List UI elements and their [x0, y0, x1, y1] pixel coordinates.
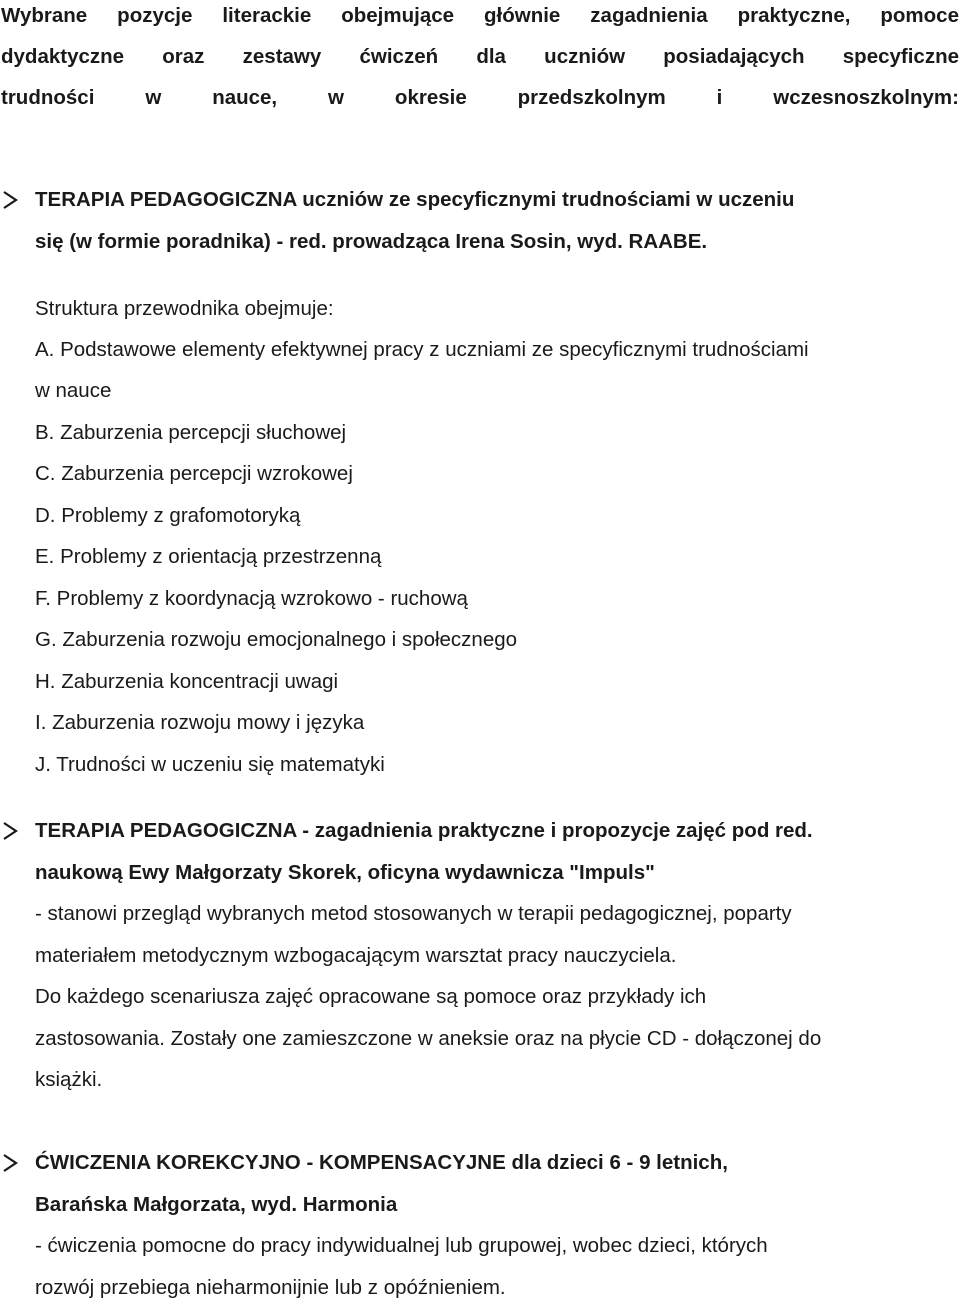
list-item: D. Problemy z grafomotoryką: [35, 504, 301, 527]
section-body-line: książki.: [35, 1068, 103, 1091]
intro-line: trudności w nauce, w okresie przedszkolnym i wczesnoszkolnym:: [1, 86, 959, 109]
section-body-line: Do każdego scenariusza zajęć opracowane są pomoce oraz przykłady ich: [35, 985, 707, 1008]
section-body-line: - ćwiczenia pomocne do pracy indywidualnej lub grupowej, wobec dzieci, których: [35, 1234, 768, 1257]
intro-paragraph: [1, 0, 959, 118]
list-item: G. Zaburzenia rozwoju emocjonalnego i społecznego: [35, 628, 518, 651]
section-body-line: materiałem metodycznym wzbogacającym warsztat pracy nauczyciela.: [35, 944, 677, 967]
list-item: A. Podstawowe elementy efektywnej pracy z uczniami ze specyficznymi trudnościami: [35, 338, 809, 361]
section-body-line: zastosowania. Zostały one zamieszczone w aneksie oraz na płycie CD - dołączonej do: [35, 1027, 822, 1050]
section-title-line: TERAPIA PEDAGOGICZNA - zagadnienia praktyczne i propozycje zajęć pod red.: [35, 819, 813, 842]
section-title-line: TERAPIA PEDAGOGICZNA uczniów ze specyficznymi trudnościami w uczeniu: [35, 188, 795, 211]
list-item: H. Zaburzenia koncentracji uwagi: [35, 670, 339, 693]
section-title-line: się (w formie poradnika) - red. prowadząca Irena Sosin, wyd. RAABE.: [35, 230, 708, 253]
arrow-bullet-icon: [0, 1152, 22, 1174]
section-title-line: naukową Ewy Małgorzaty Skorek, oficyna wydawnicza "Impuls": [35, 861, 655, 884]
section-body-line: rozwój przebiega nieharmonijnie lub z opóźnieniem.: [35, 1276, 506, 1299]
list-item: J. Trudności w uczeniu się matematyki: [35, 753, 385, 776]
section-title-line: Barańska Małgorzata, wyd. Harmonia: [35, 1193, 398, 1216]
intro-line: dydaktyczne oraz zestawy ćwiczeń dla uczniów posiadających specyficzne: [1, 45, 959, 68]
list-item: w nauce: [35, 379, 112, 402]
list-item: C. Zaburzenia percepcji wzrokowej: [35, 462, 353, 485]
arrow-bullet-icon: [0, 189, 22, 211]
list-item: I. Zaburzenia rozwoju mowy i języka: [35, 711, 365, 734]
list-item: B. Zaburzenia percepcji słuchowej: [35, 421, 347, 444]
intro-line: Wybrane pozycje literackie obejmujące głównie zagadnienia praktyczne, pomoce: [1, 4, 959, 27]
list-item: F. Problemy z koordynacją wzrokowo - ruchową: [35, 587, 468, 610]
arrow-bullet-icon: [0, 820, 22, 842]
list-item: E. Problemy z orientacją przestrzenną: [35, 545, 382, 568]
section-body-line: - stanowi przegląd wybranych metod stosowanych w terapii pedagogicznej, poparty: [35, 902, 792, 925]
section-subtitle: Struktura przewodnika obejmuje:: [35, 297, 334, 320]
section-title-line: ĆWICZENIA KOREKCYJNO - KOMPENSACYJNE dla dzieci 6 - 9 letnich,: [35, 1151, 728, 1174]
